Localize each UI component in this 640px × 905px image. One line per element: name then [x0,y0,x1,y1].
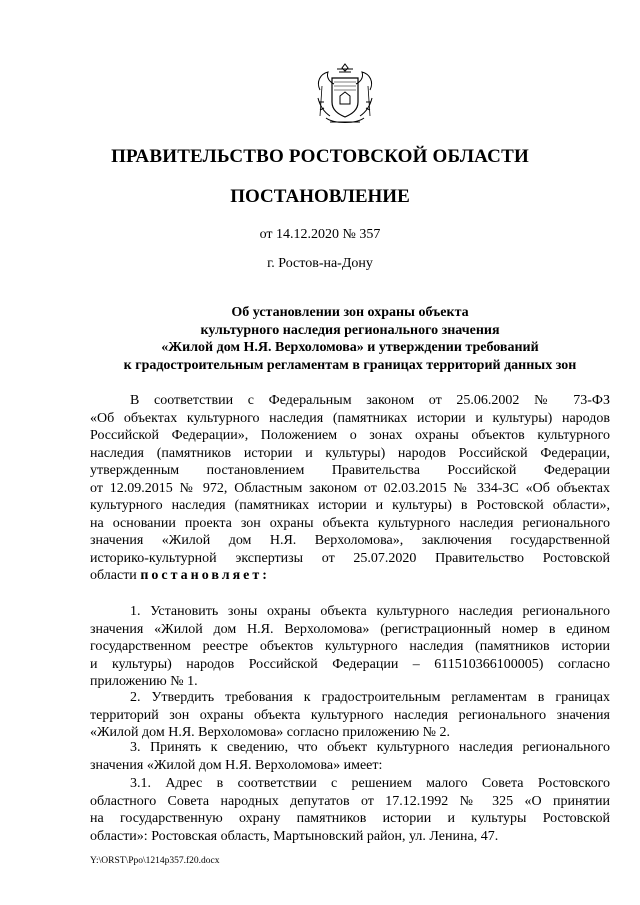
text-line: на государственную охрану памятников истории и культуры Ростовской [90,811,610,826]
text-line: области»: Ростовская область, Мартыновский район, ул. Ленина, 47. [90,828,499,844]
text-line: «Об объектах культурного наследия (памятниках истории и культуры) народов [90,410,610,426]
subject-line: культурного наследия регионального значения [200,322,500,338]
subject-line: «Жилой дом Н.Я. Верхоломова» и утверждении требований [161,340,539,355]
document-type-title: ПОСТАНОВЛЕНИЕ [230,186,410,207]
text-line: 1. Установить зоны охраны объекта культурного наследия регионального [130,604,610,619]
text-line [90,567,610,585]
text-line: и культуры) народов Российской Федерации – 611510366100005) согласно [90,656,610,672]
resolve-word: постановляет: [140,568,270,583]
text-line: на основании проекта зон охраны объекта культурного наследия регионального [90,515,610,531]
text-line: государственном реестре объектов культурного наследия (памятников истории [90,639,610,654]
text-line: культурного наследия (памятниках истории и культуры) в Ростовской области», [90,498,610,513]
rostov-oblast-coat-of-arms-icon [312,60,378,130]
item-3-paragraph [90,739,610,774]
text-line: Российской Федерации», Положением о зонах охраны объектов культурного [90,428,610,443]
text-line: значения «Жилой дом Н.Я. Верхоломова», заключения государственной [90,533,610,548]
text-line: 2. Утвердить требования к градостроительным регламентам в границах [130,690,610,705]
text-fragment: области [90,568,137,583]
document-subject [60,304,640,374]
government-name: ПРАВИТЕЛЬСТВО РОСТОВСКОЙ ОБЛАСТИ [111,146,529,167]
text-line: приложению № 1. [90,674,198,689]
text-line: историко-культурной экспертизы от 25.07.2020 Правительство Ростовской [90,550,610,566]
text-line: «Жилой дом Н.Я. Верхоломова» согласно приложению № 2. [90,725,451,740]
item-2-paragraph [90,689,610,742]
text-line: от 12.09.2015 № 972, Областным законом от 02.03.2015 № 334-ЗС «Об объектах [90,480,610,496]
preamble-paragraph [90,392,610,585]
item-1-paragraph [90,603,610,691]
text-line: В соответствии с Федеральным законом от 25.06.2002 № 73-ФЗ [130,393,610,408]
text-line: значения «Жилой дом Н.Я. Верхоломова» (регистрационный номер в едином [90,621,610,637]
text-line: областного Совета народных депутатов от 17.12.1992 № 325 «О принятии [90,793,610,809]
text-line: утвержденным постановлением Правительства Российской Федерации [90,463,610,478]
document-city: г. Ростов-на-Дону [267,256,373,271]
text-line: значения «Жилой дом Н.Я. Верхоломова» имеет: [90,757,383,773]
subject-line: к градостроительным регламентам в границах территорий данных зон [123,357,577,373]
document-date-number: от 14.12.2020 № 357 [259,227,381,242]
item-3-1-paragraph [90,775,610,845]
text-line: территорий зон охраны объекта культурного наследия регионального значения [90,707,610,723]
text-line: 3.1. Адрес в соответствии с решением малого Совета Ростовского [130,776,610,791]
subject-line: Об установлении зон охраны объекта [231,305,469,320]
text-line: 3. Принять к сведению, что объект культурного наследия регионального [130,740,610,755]
footer-file-path: Y:\ORST\Ppo\1214p357.f20.docx [90,856,220,866]
text-line: наследия (памятников истории и культуры) народов Российской Федерации, [90,445,610,461]
